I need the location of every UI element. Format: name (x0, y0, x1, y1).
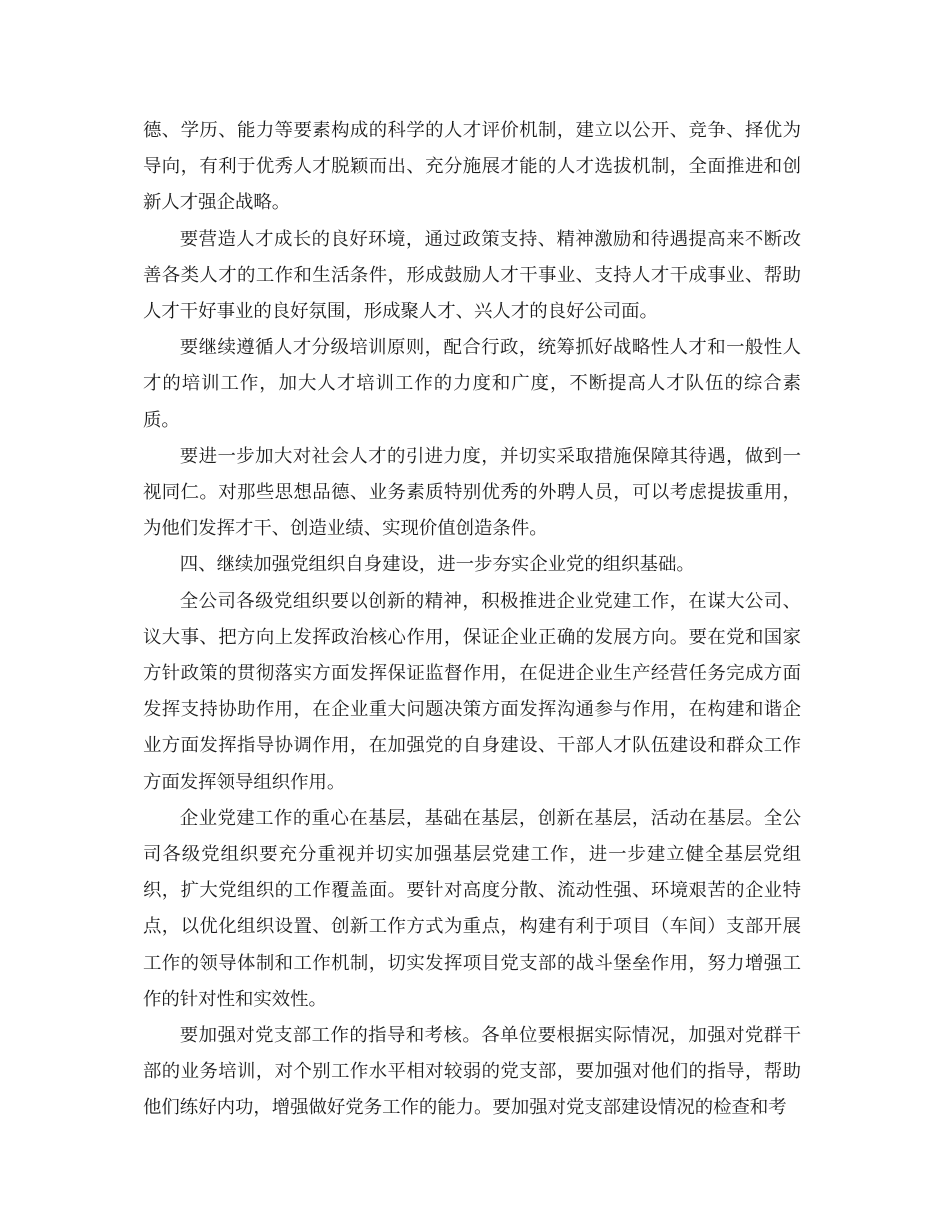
paragraph-talent-introduction: 要进一步加大对社会人才的引进力度，并切实采取措施保障其待遇，做到一视同仁。对那些思想品德、业务素质特别优秀的外聘人员，可以考虑提拔重用，为他们发挥才干、创造业绩、实现价值创造条件。 (143, 445, 801, 540)
section-heading-party-building: 四、继续加强党组织自身建设，进一步夯实企业党的组织基础。 (179, 554, 695, 576)
paragraph-growth-environment: 要营造人才成长的良好环境，通过政策支持、精神激励和待遇提高来不断改善各类人才的工作和生活条件，形成鼓励人才干事业、支持人才干成事业、帮助人才干好事业的良好氛围，形成聚人才、兴人才的良好公司面。 (143, 228, 801, 323)
paragraph-talent-evaluation: 德、学历、能力等要素构成的科学的人才评价机制，建立以公开、竞争、择优为导向，有利于优秀人才脱颖而出、充分施展才能的人才选拔机制，全面推进和创新人才强企战略。 (143, 120, 801, 214)
paragraph-tiered-training: 要继续遵循人才分级培训原则，配合行政，统筹抓好战略性人才和一般性人才的培训工作，加大人才培训工作的力度和广度，不断提高人才队伍的综合素质。 (143, 337, 801, 431)
paragraph-branch-guidance: 要加强对党支部工作的指导和考核。各单位要根据实际情况，加强对党群干部的业务培训，对个别工作水平相对较弱的党支部，要加强对他们的指导，帮助他们练好内功，增强做好党务工作的能力。要加强对党支部建设情况的检查和考 (143, 1025, 801, 1119)
paragraph-party-organizations: 全公司各级党组织要以创新的精神，积极推进企业党建工作，在谋大公司、议大事、把方向上发挥政治核心作用，保证企业正确的发展方向。要在党和国家方针政策的贯彻落实方面发挥保证监督作用，在促进企业生产经营任务完成方面发挥支持协助作用，在企业重大问题决策方面发挥沟通参与作用，在构建和谐企业方面发挥指导协调作用，在加强党的自身建设、干部人才队伍建设和群众工作方面发挥领导组织作用。 (143, 590, 801, 793)
document-body (143, 113, 801, 1127)
paragraph-grassroots: 企业党建工作的重心在基层，基础在基层，创新在基层，活动在基层。全公司各级党组织要充分重视并切实加强基层党建工作，进一步建立健全基层党组织，扩大党组织的工作覆盖面。要针对高度分散、流动性强、环境艰苦的企业特点，以优化组织设置、创新工作方式为重点，构建有利于项目（车间）支部开展工作的领导体制和工作机制，切实发挥项目党支部的战斗堡垒作用，努力增强工作的针对性和实效性。 (143, 807, 801, 1010)
